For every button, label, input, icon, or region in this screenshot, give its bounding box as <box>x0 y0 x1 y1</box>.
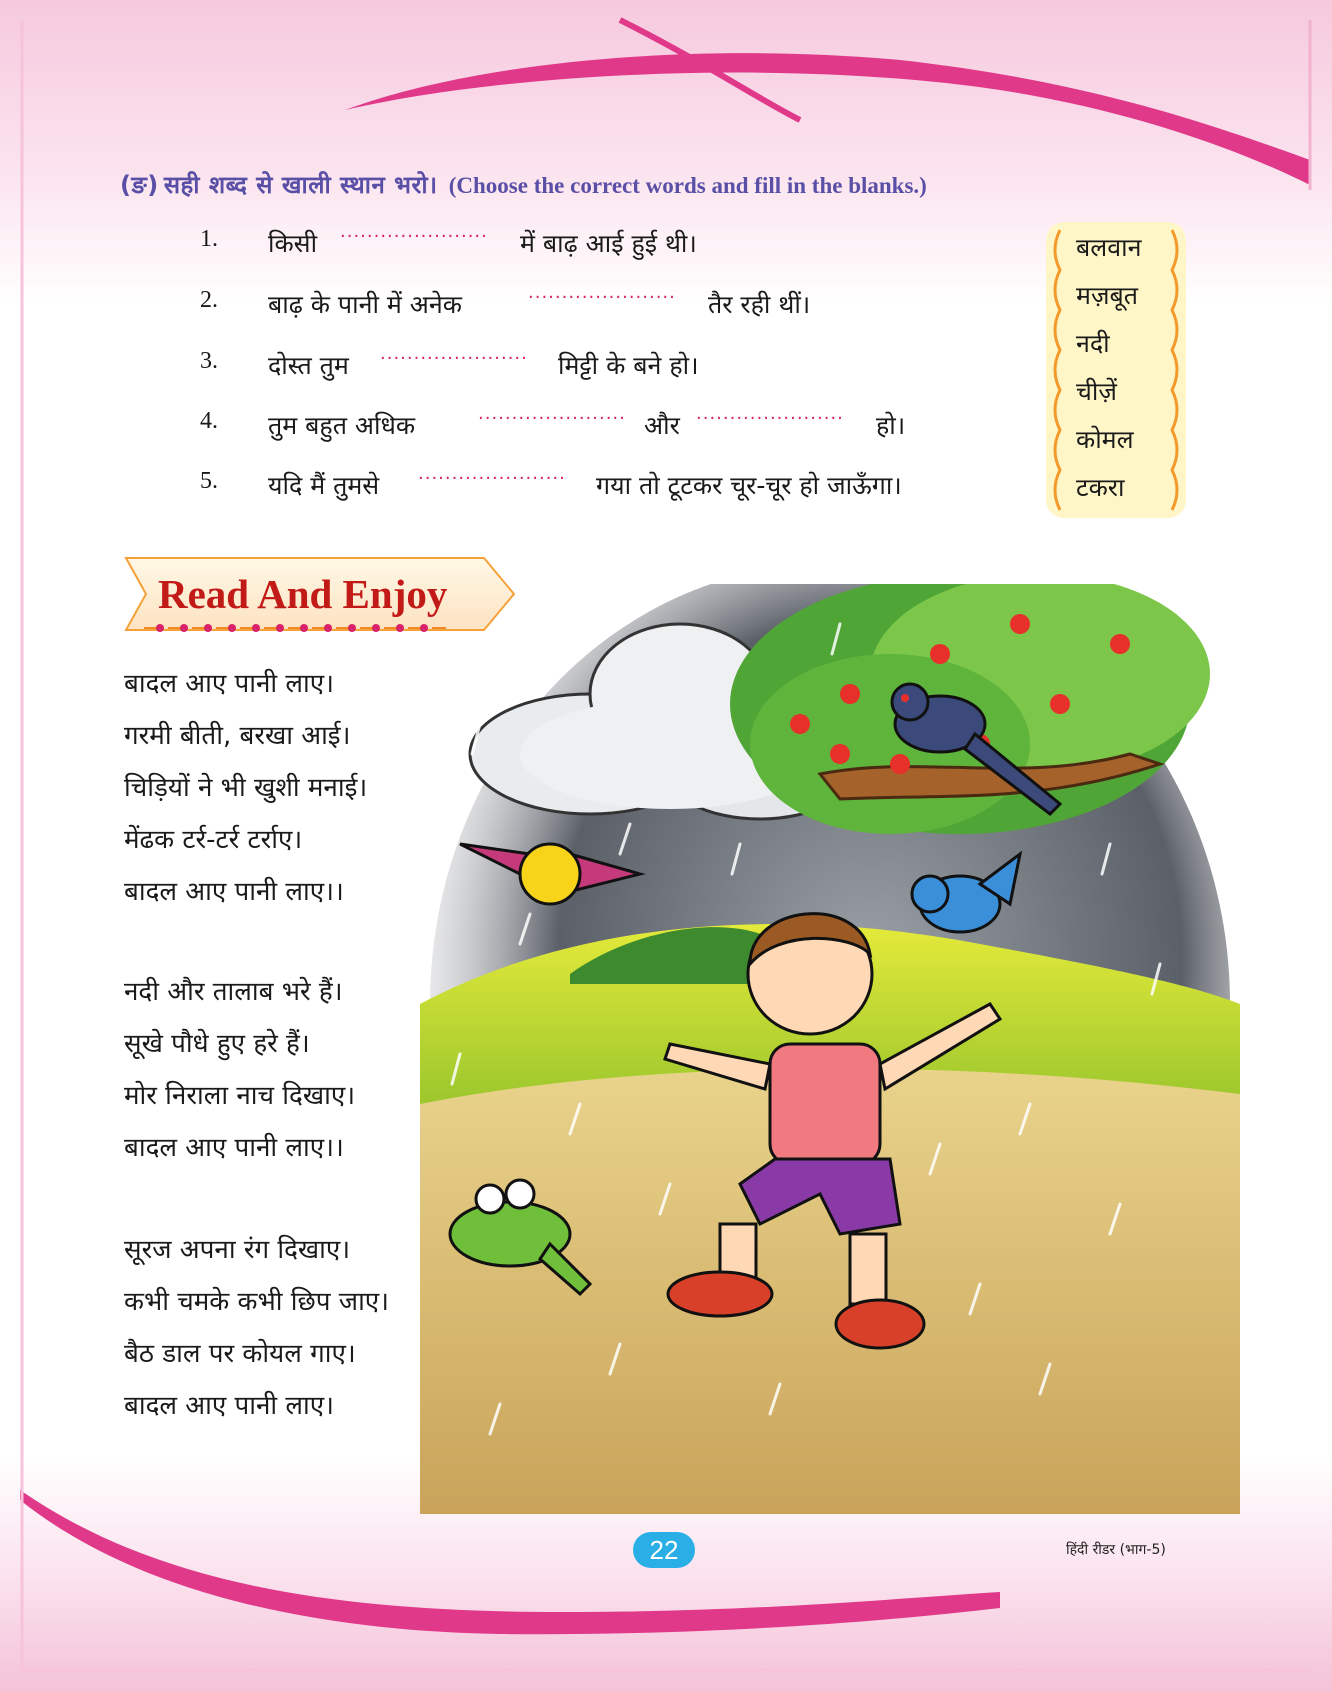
question-text: तैर रही थीं। <box>708 290 811 319</box>
poem-line: बैठ डाल पर कोयल गाए। <box>124 1339 356 1369</box>
poem-line: मेंढक टर्र-टर्र टर्राए। <box>124 825 303 855</box>
section-title: Read And Enjoy <box>158 571 448 617</box>
page-number: 22 <box>633 1532 695 1568</box>
rain-scene-illustration <box>420 584 1240 1514</box>
word-bank-item: मज़बूत <box>1076 281 1139 310</box>
poem-line: बादल आए पानी लाए।। <box>124 877 344 907</box>
poem-line: बादल आए पानी लाए। <box>124 1391 335 1421</box>
poem-line: गरमी बीती, बरखा आई। <box>124 721 351 751</box>
blank-line: ······················ <box>340 226 488 247</box>
question-text: में बाढ़ आई हुई थी। <box>520 229 697 258</box>
question-number: 2. <box>200 287 218 313</box>
blank-line: ······················ <box>478 408 626 429</box>
question-number: 4. <box>200 408 218 434</box>
question-text: हो। <box>876 411 906 440</box>
poem-line: बादल आए पानी लाए।। <box>124 1133 344 1163</box>
question-text: यदि मैं तुमसे <box>268 471 380 500</box>
poem-line: सूरज अपना रंग दिखाए। <box>124 1235 351 1265</box>
word-bank-item: कोमल <box>1076 425 1134 454</box>
blank-line: ······················ <box>418 468 566 489</box>
word-bank-item: टकरा <box>1076 473 1125 502</box>
word-bank-item: नदी <box>1076 329 1110 358</box>
question-text: तुम बहुत अधिक <box>268 411 416 440</box>
poem-line: सूखे पौधे हुए हरे हैं। <box>124 1029 310 1059</box>
blank-line: ······················ <box>696 408 844 429</box>
poem-line: कभी चमके कभी छिप जाए। <box>124 1287 390 1317</box>
exercise-heading <box>120 168 927 201</box>
word-bank <box>1046 222 1186 518</box>
word-bank-item: बलवान <box>1076 233 1142 262</box>
blank-line: ······················ <box>380 348 528 369</box>
exercise-instruction-english: (Choose the correct words and fill in the blanks.) <box>448 173 927 198</box>
exercise-instruction-hindi: सही शब्द से खाली स्थान भरो। <box>163 171 438 199</box>
question-text: बाढ़ के पानी में अनेक <box>268 290 462 319</box>
poem-line: नदी और तालाब भरे हैं। <box>124 977 343 1007</box>
question-text: किसी <box>268 229 318 258</box>
word-bank-item: चीज़ें <box>1076 377 1117 406</box>
question-text: गया तो टूटकर चूर-चूर हो जाऊँगा। <box>596 471 902 500</box>
blank-line: ······················ <box>528 287 676 308</box>
question-number: 1. <box>200 226 218 252</box>
poem-line: चिड़ियों ने भी खुशी मनाई। <box>124 773 368 803</box>
poem-line: मोर निराला नाच दिखाए। <box>124 1081 356 1111</box>
exercise-label: (ङ) <box>120 171 159 199</box>
question-number: 3. <box>200 348 218 374</box>
question-text: और <box>644 411 680 440</box>
question-text: दोस्त तुम <box>268 351 349 380</box>
poem-line: बादल आए पानी लाए। <box>124 669 335 699</box>
question-number: 5. <box>200 468 218 494</box>
question-text: मिट्टी के बने हो। <box>558 351 699 380</box>
book-title: हिंदी रीडर (भाग-5) <box>1066 1542 1166 1558</box>
